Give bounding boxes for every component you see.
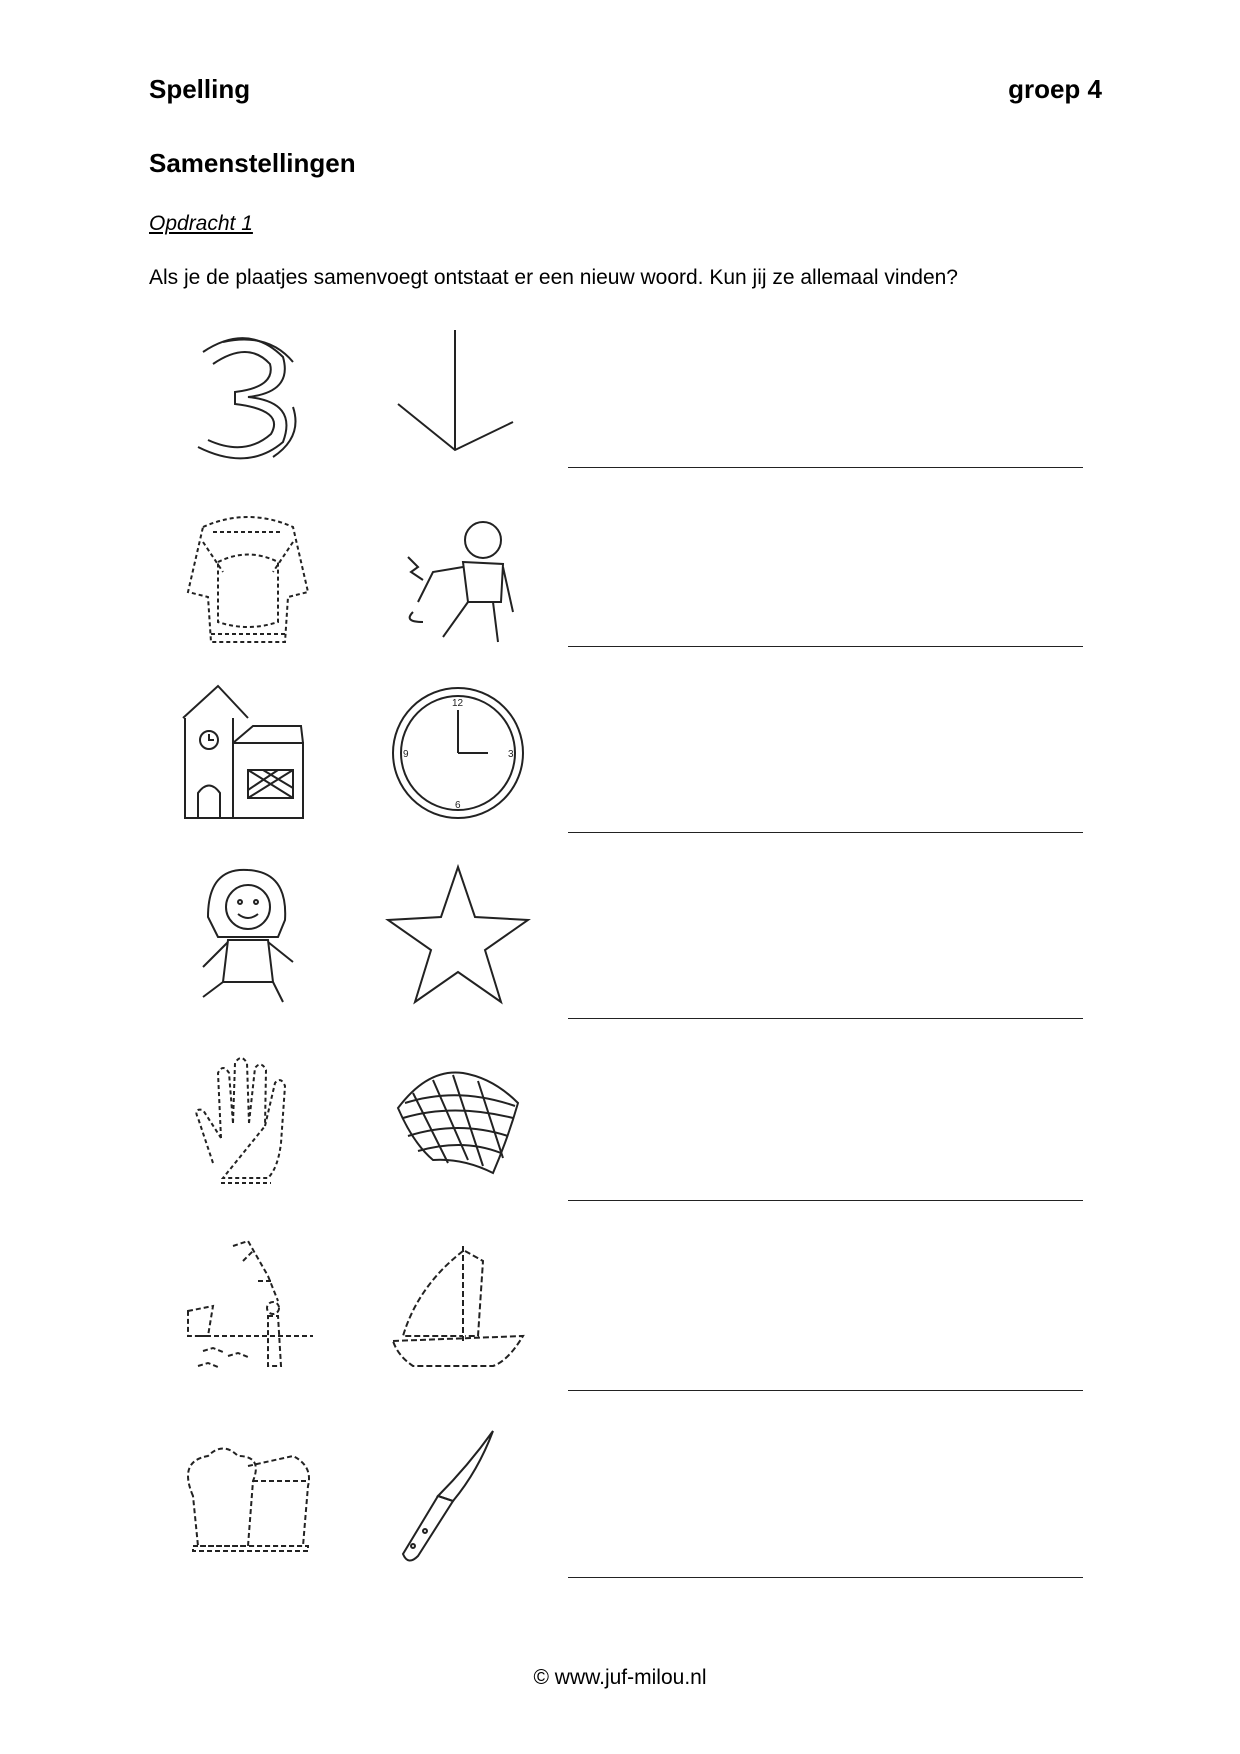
exercise-row [0,1426,1240,1612]
church-icon [173,678,323,828]
instruction-text: Als je de plaatjes samenvoegt ontstaat er een nieuw woord. Kun jij ze allemaal vinden? [149,266,958,289]
answer-line[interactable] [568,646,1083,647]
doll-icon [173,862,323,1012]
star-icon [383,862,533,1012]
exercise-row [0,862,1240,1048]
exercise-row [0,1048,1240,1234]
knife-icon [383,1426,533,1576]
answer-line[interactable] [568,832,1083,833]
subject-heading: Spelling [149,74,251,104]
exercise-row [0,1236,1240,1422]
exercise-row [0,678,1240,864]
sailboat-icon [383,1236,533,1386]
cloth-icon [383,1048,533,1198]
number-three-icon [173,322,323,472]
svg-text:12: 12 [452,698,464,709]
svg-text:3: 3 [508,749,514,760]
answer-line[interactable] [568,467,1083,468]
page-title: Samenstellingen [149,148,356,178]
grade-heading: groep 4 [1008,74,1102,104]
svg-text:9: 9 [403,749,409,760]
sweater-icon [173,502,323,652]
person-in-pain-icon [383,502,533,652]
bread-loaf-icon [173,1426,323,1576]
exercise-row [0,502,1240,688]
exercise-row [0,322,1240,508]
answer-line[interactable] [568,1577,1083,1578]
answer-line[interactable] [568,1018,1083,1019]
arrow-down-icon [383,322,533,472]
svg-text:6: 6 [455,800,461,811]
copyright-footer: © www.juf-milou.nl [533,1666,707,1689]
diving-swimmer-icon [173,1236,323,1386]
task-label: Opdracht 1 [149,212,253,235]
answer-line[interactable] [568,1200,1083,1201]
hand-icon [173,1048,323,1198]
clock-icon [383,678,533,828]
answer-line[interactable] [568,1390,1083,1391]
